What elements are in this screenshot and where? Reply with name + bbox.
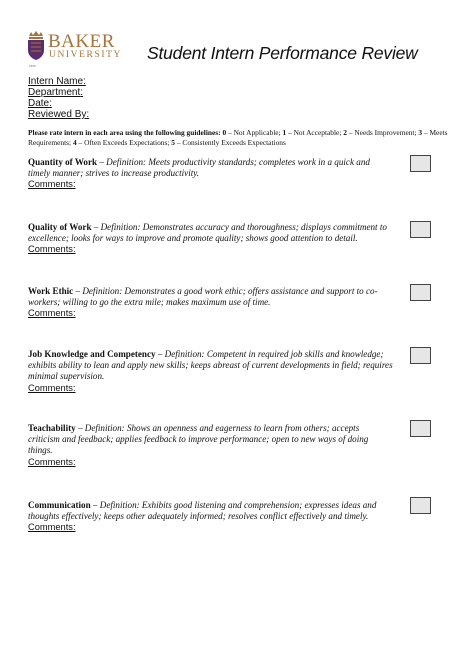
criterion-quality-of-work: Quality of Work – Definition: Demonstrates accuracy and thoroughness; displays commitment to excellence; looks for ways to improve and promote quality; shows good attention to detail. Comments:: [28, 222, 393, 255]
rating-box-work-ethic[interactable]: [410, 284, 431, 301]
comments-field[interactable]: Comments:: [28, 382, 76, 393]
department-field[interactable]: Department:: [28, 87, 84, 98]
document-title: Student Intern Performance Review: [147, 43, 418, 63]
rating-guidelines: Please rate intern in each area using the following guidelines: 0 – Not Applicable; 1 – Not Acceptable; 2 – Needs Improvement; 3 – Meets Requirements; 4 – Often Exceeds Expectations; 5 – Consistently Exceeds Expectations: [28, 128, 448, 147]
criterion-definition: Definition: Demonstrates a good work ethic; offers assistance and support to co-workers; willing to go the extra mile; makes maximum use of time.: [28, 286, 378, 308]
criterion-work-ethic: Work Ethic – Definition: Demonstrates a good work ethic; offers assistance and support to co-workers; willing to go the extra mile; makes maximum use of time. Comments:: [28, 286, 393, 319]
logo-name: BAKER: [48, 31, 115, 52]
rating-box-job-knowledge[interactable]: [410, 347, 431, 364]
criterion-definition: Definition: Competent in required job skills and knowledge; exhibits ability to lean and apply new skills; keeps abreast of current developments in field; requires minimal supervision.: [28, 349, 393, 382]
logo-subname: UNIVERSITY: [49, 50, 122, 60]
criterion-teachability: Teachability – Definition: Shows an openness and eagerness to learn from others; accepts criticism and feedback; applies feedback to improve performance; open to new ways of doing things. Comments:: [28, 423, 393, 468]
criterion-name: Quality of Work: [28, 222, 92, 232]
criterion-name: Teachability: [28, 423, 76, 433]
criterion-name: Communication: [28, 500, 91, 510]
criterion-job-knowledge: Job Knowledge and Competency – Definition: Competent in required job skills and knowledge; exhibits ability to lean and apply new skills; keeps abreast of current developments in field; requires minimal supervision. Comments:: [28, 349, 393, 393]
baker-university-logo: [26, 31, 126, 71]
intern-info-fields: [28, 76, 89, 120]
rating-box-teachability[interactable]: [410, 420, 431, 437]
criterion-definition: Definition: Exhibits good listening and comprehension; expresses ideas and thoughts effectively; keeps other adequately informed; resolves conflict effectively and timely.: [28, 500, 377, 522]
criterion-communication: Communication – Definition: Exhibits good listening and comprehension; expresses ideas and thoughts effectively; keeps other adequately informed; resolves conflict effectively and timely. Comments:: [28, 500, 393, 533]
comments-field[interactable]: Comments:: [28, 244, 76, 255]
comments-field[interactable]: Comments:: [28, 456, 76, 467]
criterion-name: Job Knowledge and Competency: [28, 349, 156, 359]
comments-field[interactable]: Comments:: [28, 308, 76, 319]
rating-box-quality-of-work[interactable]: [410, 221, 431, 238]
criterion-name: Quantity of Work: [28, 157, 98, 167]
criterion-definition: Definition: Demonstrates accuracy and thoroughness; displays commitment to excellence; looks for ways to improve and promote quality; shows good attention to detail.: [28, 222, 387, 244]
criterion-definition: Definition: Shows an openness and eagerness to learn from others; accepts criticism and feedback; applies feedback to improve performance; open to new ways of doing things.: [28, 423, 369, 456]
rating-box-quantity-of-work[interactable]: [410, 155, 431, 172]
rating-box-communication[interactable]: [410, 497, 431, 514]
logo-established: 1858: [29, 64, 36, 68]
comments-field[interactable]: Comments:: [28, 179, 76, 190]
intern-name-field[interactable]: Intern Name:: [28, 76, 86, 87]
criterion-name: Work Ethic: [28, 286, 74, 296]
comments-field[interactable]: Comments:: [28, 522, 76, 533]
university-crest-icon: [26, 31, 46, 61]
guidelines-lead: Please rate intern in each area using the following guidelines:: [28, 128, 221, 137]
date-field[interactable]: Date:: [28, 98, 52, 109]
reviewed-by-field[interactable]: Reviewed By:: [28, 109, 90, 120]
criterion-definition: Definition: Meets productivity standards; completes work in a quick and timely manner; strives to increase productivity.: [28, 157, 370, 179]
criterion-quantity-of-work: Quantity of Work – Definition: Meets productivity standards; completes work in a quick and timely manner; strives to increase productivity. Comments:: [28, 157, 393, 190]
